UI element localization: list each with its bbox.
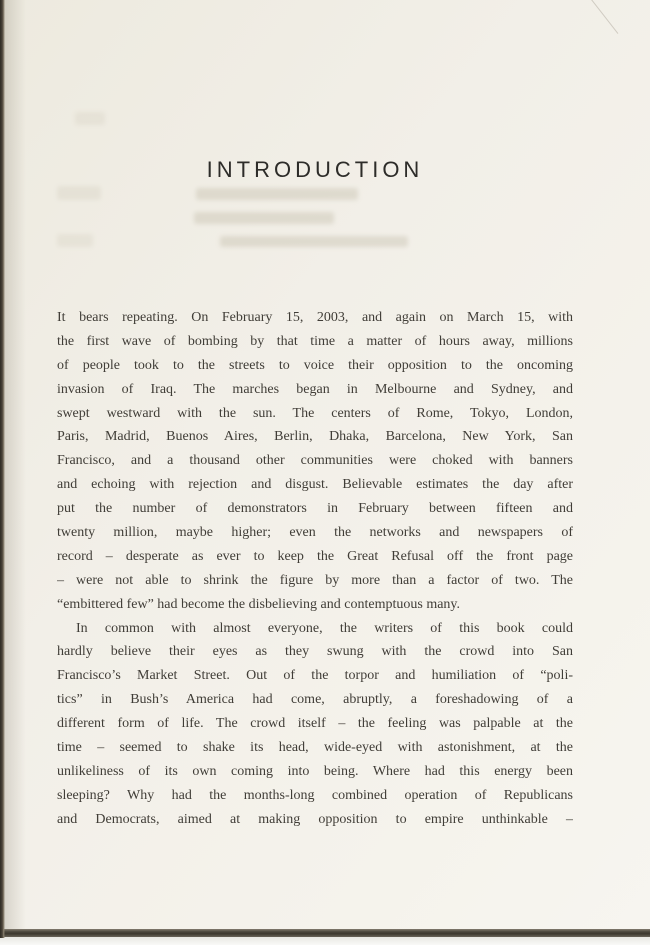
text-line: Francisco’s Market Street. Out of the torpor and humiliation of “poli- (57, 668, 573, 684)
text-line: In common with almost everyone, the writers of this book could (76, 620, 573, 636)
chapter-heading: INTRODUCTION (206, 156, 424, 182)
text-line: invasion of Iraq. The marches began in Melbourne and Sydney, and (57, 381, 573, 397)
text-line: Paris, Madrid, Buenos Aires, Berlin, Dhaka, Barcelona, New York, San (57, 429, 573, 445)
text-line: – were not able to shrink the figure by more than a factor of two. The (57, 572, 573, 588)
text-line: the first wave of bombing by that time a matter of hours away, millions (57, 333, 573, 349)
text-line: tics” in Bush’s America had come, abruptly, a foreshadowing of a (57, 692, 573, 708)
text-line: and Democrats, aimed at making opposition to empire unthinkable – (57, 811, 573, 827)
paragraph (57, 306, 573, 617)
text-line: time – seemed to shake its head, wide-eyed with astonishment, at the (57, 740, 573, 756)
text-line: put the number of demonstrators in February between fifteen and (57, 501, 573, 517)
text-line: swept westward with the sun. The centers of Rome, Tokyo, London, (57, 405, 573, 421)
text-line: of people took to the streets to voice their opposition to the oncoming (57, 357, 573, 373)
text-line: hardly believe their eyes as they swung with the crowd into San (57, 644, 573, 660)
scanner-background (0, 937, 650, 945)
text-line: sleeping? Why had the months-long combined operation of Republicans (57, 787, 573, 803)
paragraph (57, 617, 573, 832)
body-text (57, 306, 573, 832)
text-line: “embittered few” had become the disbelieving and contemptuous many. (57, 596, 461, 612)
text-line: different form of life. The crowd itself – the feeling was palpable at the (57, 716, 573, 732)
page-left-edge (0, 0, 5, 938)
page-bottom-edge (0, 929, 650, 937)
text-line: twenty million, maybe higher; even the networks and newspapers of (57, 525, 573, 541)
text-line: Francisco, and a thousand other communities were choked with banners (57, 453, 573, 469)
text-line: unlikeliness of its own coming into being. Where had this energy been (57, 763, 573, 779)
text-line: and echoing with rejection and disgust. Believable estimates the day after (57, 477, 573, 493)
text-line: record – desperate as ever to keep the Great Refusal off the front page (57, 548, 573, 564)
text-line: It bears repeating. On February 15, 2003, and again on March 15, with (57, 310, 573, 325)
